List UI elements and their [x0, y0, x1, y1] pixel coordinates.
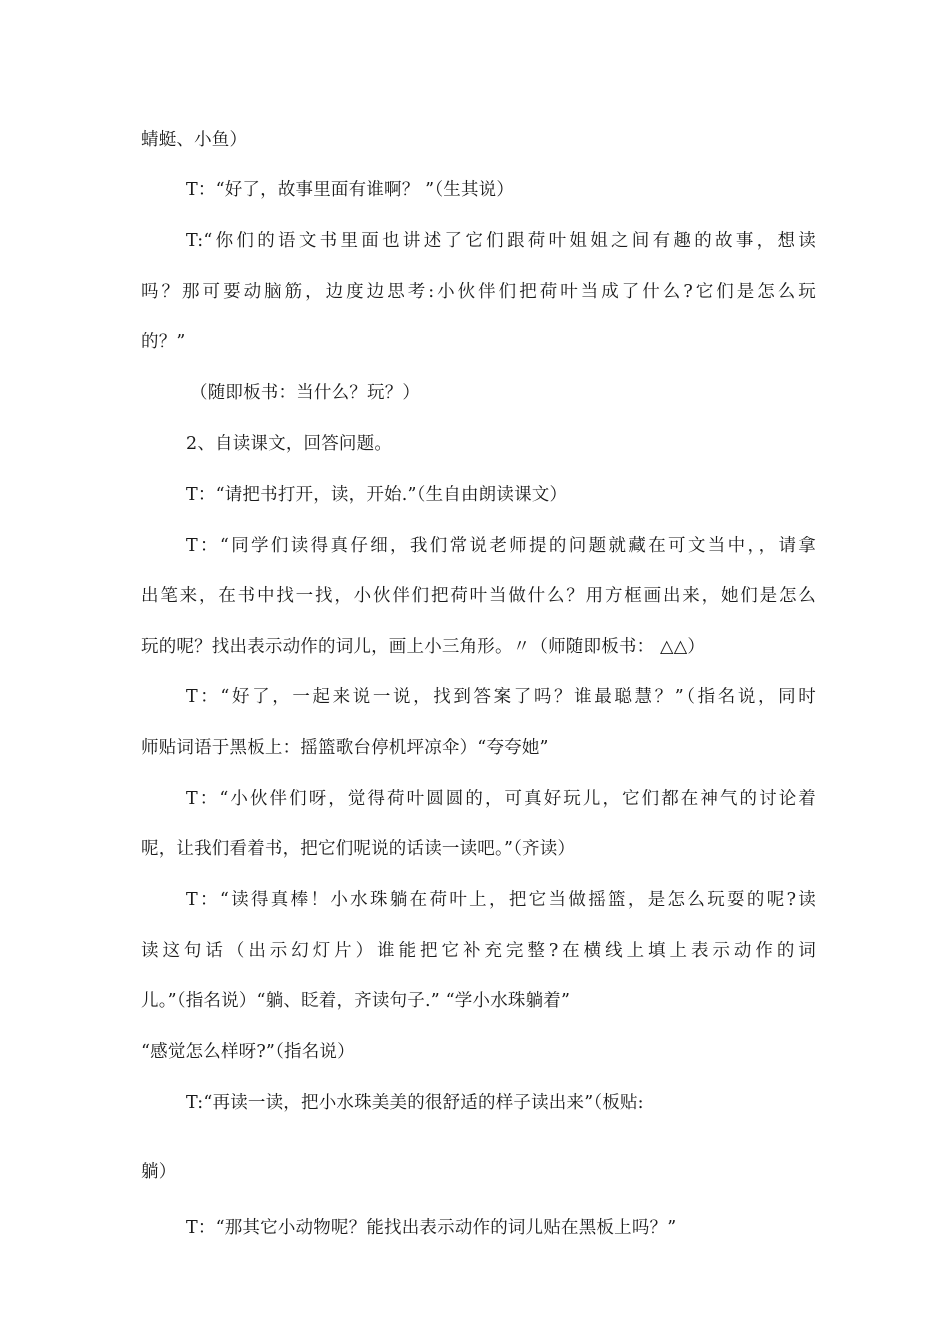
text-line-22: T：“那其它小动物呢？能找出表示动作的词儿贴在黑板上吗？” [186, 1218, 677, 1238]
text-line-1: 蜻蜓、小鱼） [141, 130, 248, 150]
text-line-18: 儿。”（指名说）“躺、眨着，齐读句子.” “学小水珠躺着” [141, 991, 571, 1011]
text-line-19: “感觉怎么样呀?”（指名说） [141, 1042, 355, 1062]
text-line-20: T:“再读一读，把小水珠美美的很舒适的样子读出来”（板贴: [186, 1093, 644, 1113]
text-line-10: 出笔来，在书中找一找，小伙伴们把荷叶当做什么？用方框画出来，她们是怎么 [141, 586, 816, 606]
text-line-3: T:“你们的语文书里面也讲述了它们跟荷叶姐姐之间有趣的故事，想读 [186, 231, 816, 251]
text-line-16: T：“读得真棒！小水珠躺在荷叶上，把它当做摇篮，是怎么玩耍的呢?读 [186, 890, 816, 910]
text-line-2: T：“好了，故事里面有谁啊？ ”（生其说） [186, 180, 515, 200]
text-line-5: 的？” [141, 332, 186, 352]
text-line-4: 吗？那可要动脑筋，边度边思考:小伙伴们把荷叶当成了什么?它们是怎么玩 [141, 282, 816, 302]
text-line-7: 2、自读课文，回答问题。 [186, 434, 393, 454]
text-line-6: （随即板书：当什么？玩？） [190, 383, 421, 403]
text-line-8: T：“请把书打开，读，开始.”（生自由朗读课文） [186, 485, 568, 505]
text-line-9: T：“同学们读得真仔细，我们常说老师提的问题就藏在可文当中，，请拿 [186, 536, 816, 556]
text-line-21: 躺） [141, 1162, 177, 1182]
text-line-17: 读这句话（出示幻灯片）谁能把它补充完整?在横线上填上表示动作的词 [141, 941, 816, 961]
text-line-11: 玩的呢？找出表示动作的词儿，画上小三角形。〃（师随即板书： △△） [141, 637, 706, 657]
text-line-14: T：“小伙伴们呀，觉得荷叶圆圆的，可真好玩儿，它们都在神气的讨论着 [186, 789, 816, 809]
text-line-12: T：“好了，一起来说一说，找到答案了吗？谁最聪慧？”（指名说，同时 [186, 687, 816, 707]
text-line-15: 呢，让我们看着书，把它们呢说的话读一读吧。”（齐读） [141, 839, 576, 859]
text-line-13: 师贴词语于黑板上：摇篮歌台停机坪凉伞）“夸夸她” [141, 738, 549, 758]
